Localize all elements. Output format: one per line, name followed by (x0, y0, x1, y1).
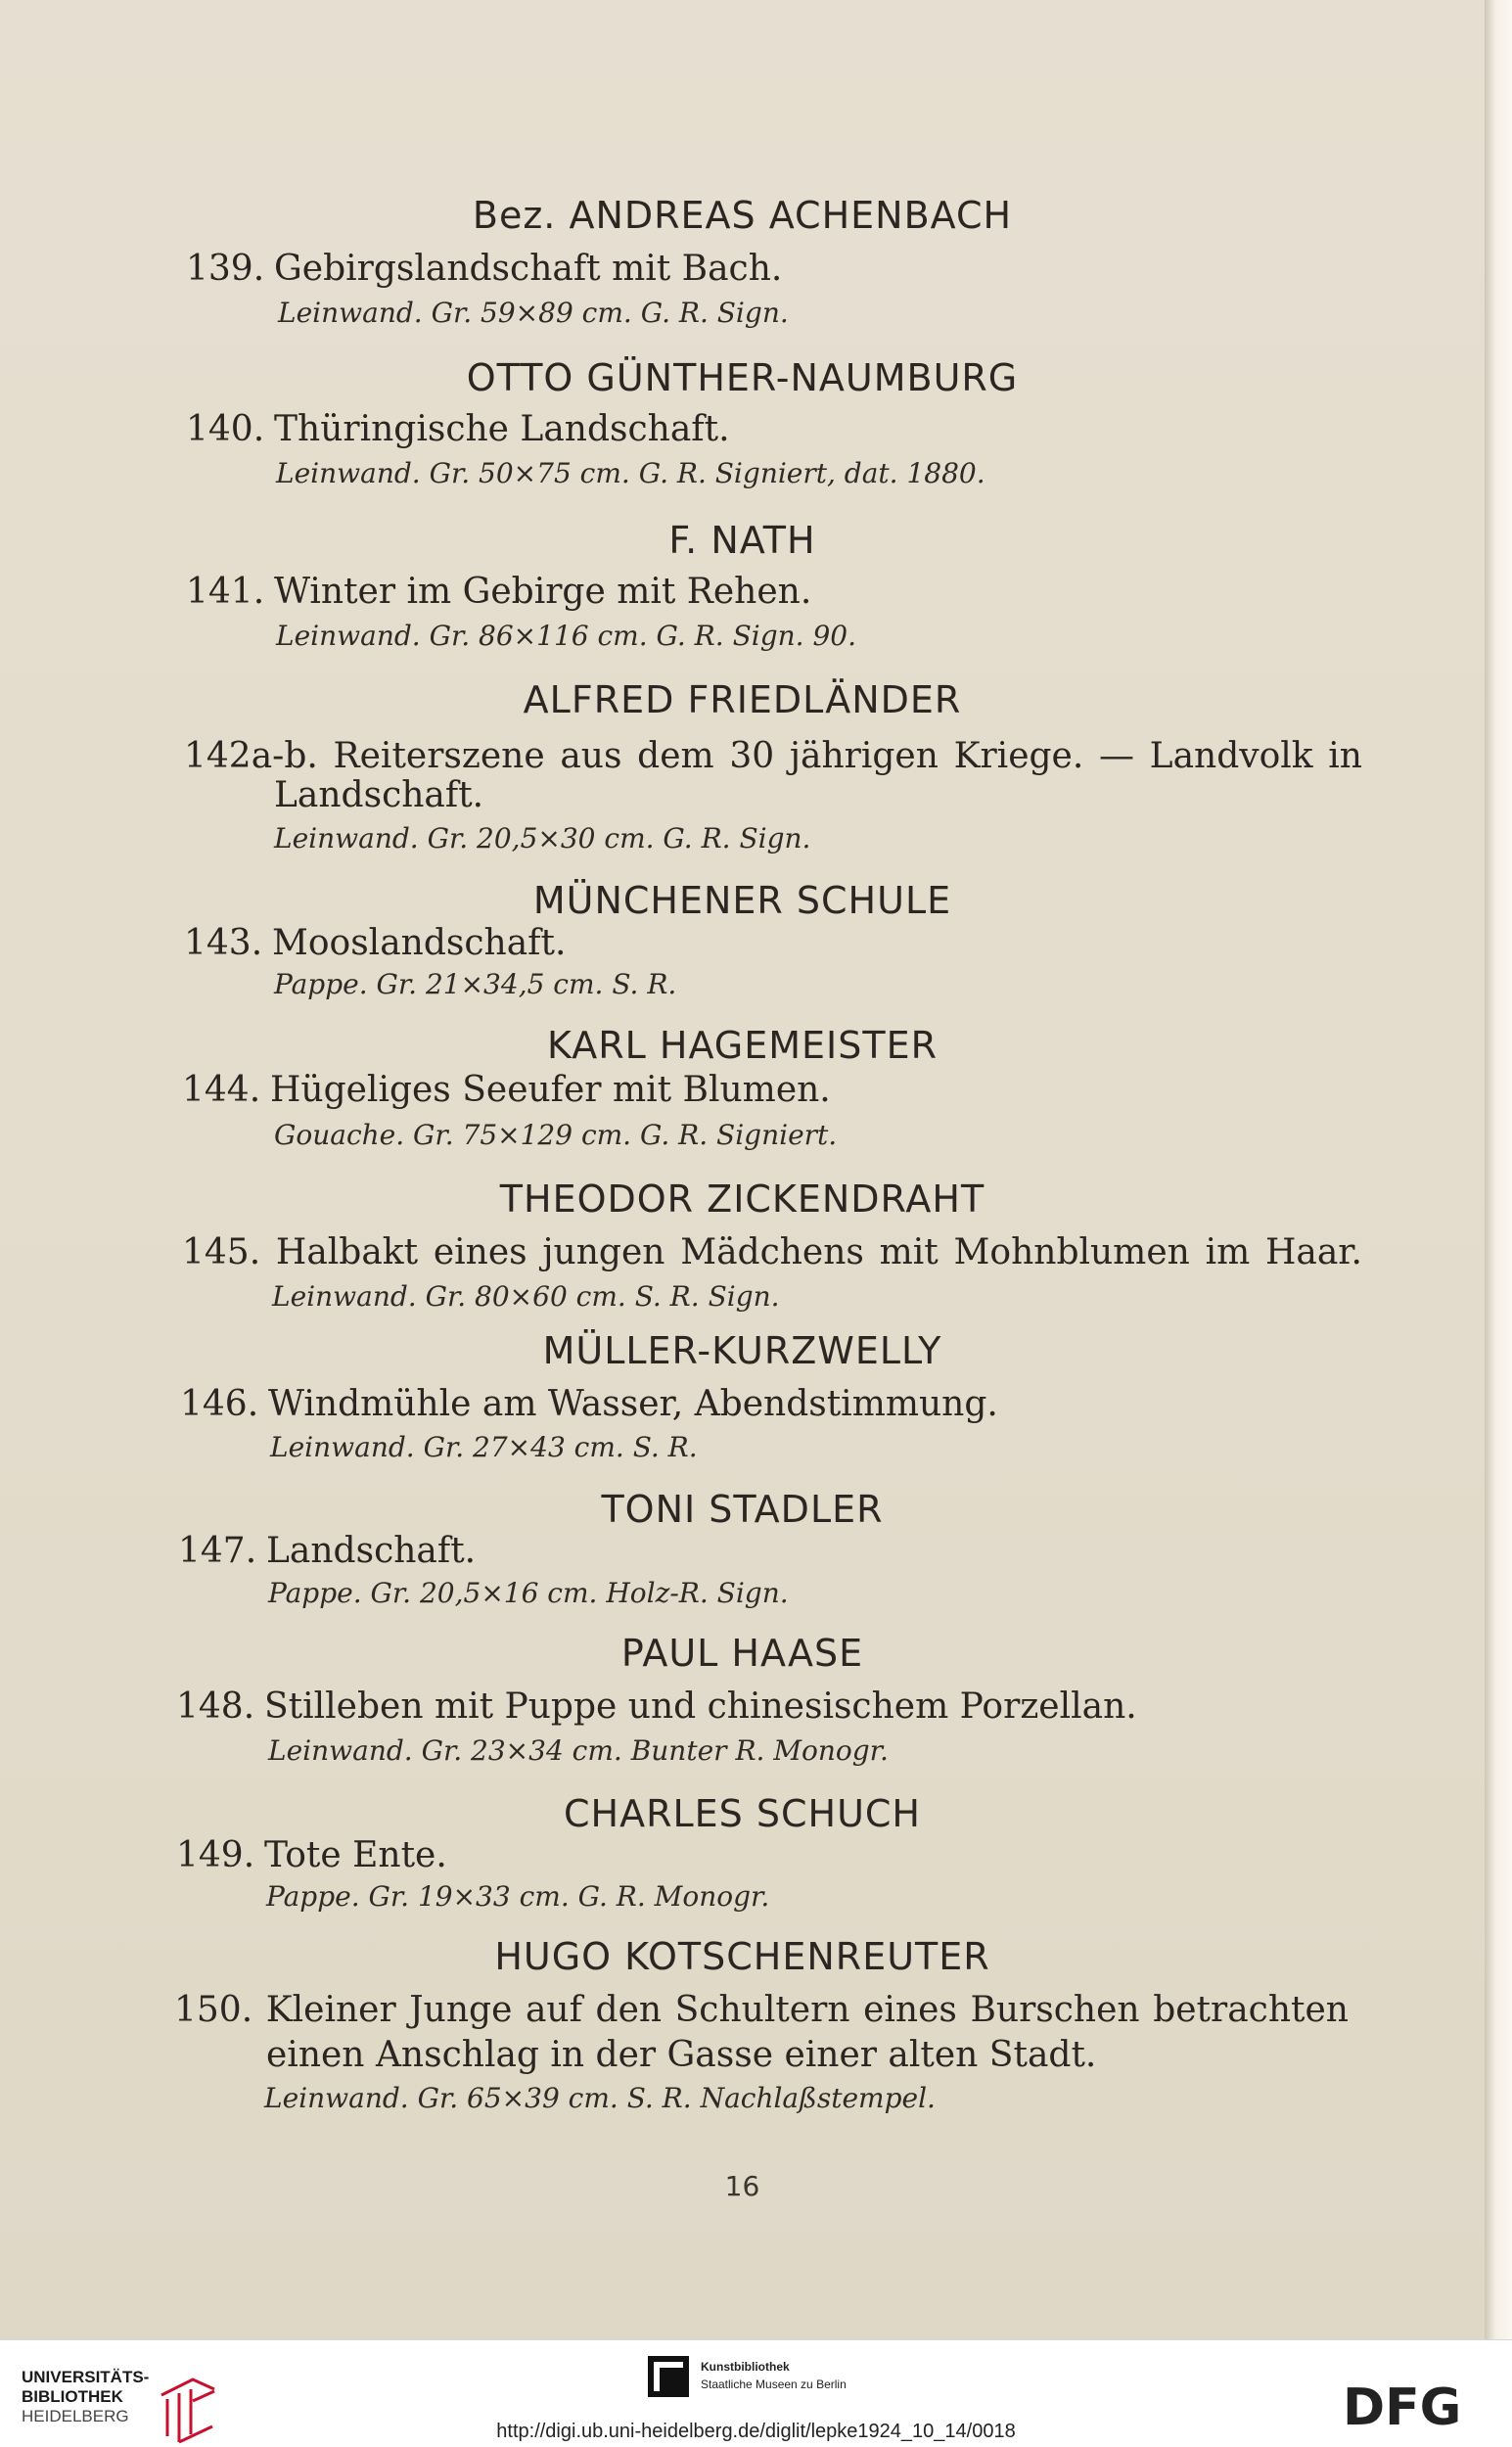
entry-detail: Pappe. Gr. 20,5×16 cm. Holz-R. Sign. (268, 1577, 789, 1609)
entry-number: 140. (186, 409, 265, 449)
entry-detail: Leinwand. Gr. 80×60 cm. S. R. Sign. (272, 1280, 780, 1313)
entry-title-text: Thüringische Landschaft. (274, 409, 730, 449)
entry-title (186, 249, 782, 289)
kunstbibliothek-emblem-icon (646, 2354, 691, 2399)
entry-detail: Pappe. Gr. 19×33 cm. G. R. Monogr. (266, 1880, 770, 1913)
dfg-text: DFG (1343, 2381, 1462, 2430)
artist-heading: KARL HAGEMEISTER (546, 1024, 938, 1067)
entry-title (184, 736, 1362, 776)
entry-title (184, 923, 566, 963)
artist-heading: OTTO GÜNTHER-NAUMBURG (466, 356, 1019, 399)
entry-number: 143. (184, 923, 263, 963)
entry-detail: Leinwand. Gr. 27×43 cm. S. R. (270, 1431, 698, 1463)
entry-title (182, 1070, 831, 1110)
entry-detail: Leinwand. Gr. 23×34 cm. Bunter R. Monogr. (268, 1734, 889, 1767)
entry-number: 145. (182, 1232, 261, 1272)
entry-title-text: Reiterszene aus dem 30 jährigen Kriege. — Landvolk in (333, 736, 1362, 776)
permalink-url[interactable]: http://digi.ub.uni-heidelberg.de/diglit/lepke1924_10_14/0018 (496, 2421, 1016, 2442)
artist-heading: PAUL HAASE (620, 1632, 864, 1675)
artist-heading: F. NATH (668, 519, 816, 562)
entry-title-text: Halbakt eines jungen Mädchens mit Mohnblumen im Haar. (275, 1232, 1362, 1272)
entry-title (176, 1835, 447, 1875)
entry-number: 149. (176, 1835, 255, 1875)
ub-heidelberg-text (22, 2368, 149, 2426)
entry-detail: Leinwand. Gr. 86×116 cm. G. R. Sign. 90. (276, 620, 856, 652)
entry-title (182, 1232, 1362, 1272)
entry-title-text: Stilleben mit Puppe und chinesischem Porzellan. (264, 1686, 1137, 1727)
artist-heading: HUGO KOTSCHENREUTER (494, 1935, 990, 1978)
kb-line-2: Staatliche Museen zu Berlin (701, 2378, 847, 2391)
entry-title-text: Mooslandschaft. (272, 923, 567, 963)
entry-title-continuation: einen Anschlag in der Gasse einer alten Stadt. (266, 2035, 1097, 2075)
entry-number: 142a-b. (184, 736, 318, 776)
artist-heading: Bez. ANDREAS ACHENBACH (472, 194, 1013, 237)
page-edge (1485, 0, 1512, 2339)
viewer-footer (0, 2339, 1512, 2447)
entry-number: 147. (178, 1531, 257, 1571)
entry-number: 141. (186, 572, 265, 612)
entry-number: 144. (182, 1070, 261, 1110)
ub-line-1: UNIVERSITÄTS- (22, 2368, 150, 2386)
entry-title-text: Windmühle am Wasser, Abendstimmung. (268, 1384, 998, 1424)
entry-title-text: Winter im Gebirge mit Rehen. (274, 572, 812, 612)
entry-number: 148. (176, 1686, 255, 1727)
entry-detail: Gouache. Gr. 75×129 cm. G. R. Signiert. (274, 1119, 838, 1151)
entry-title (180, 1384, 998, 1424)
artist-heading: MÜNCHENER SCHULE (532, 879, 952, 922)
entry-title (178, 1531, 476, 1571)
page-number: 16 (724, 2170, 760, 2202)
artist-heading: THEODOR ZICKENDRAHT (499, 1177, 985, 1221)
entry-number: 150. (174, 1990, 253, 2030)
kunstbibliothek-text (701, 2358, 847, 2393)
kunstbibliothek-logo[interactable] (646, 2354, 847, 2404)
entry-title-text: Hügeliges Seeufer mit Blumen. (270, 1070, 831, 1110)
kb-line-1: Kunstbibliothek (701, 2360, 790, 2374)
entry-detail: Leinwand. Gr. 20,5×30 cm. G. R. Sign. (274, 822, 811, 854)
artist-heading: TONI STADLER (601, 1488, 884, 1531)
entry-title-text: Gebirgslandschaft mit Bach. (274, 249, 783, 289)
entry-detail: Leinwand. Gr. 59×89 cm. G. R. Sign. (278, 297, 789, 329)
entry-detail: Leinwand. Gr. 65×39 cm. S. R. Nachlaßstempel. (264, 2082, 936, 2114)
entry-title-text: Kleiner Junge auf den Schultern eines Burschen betrachten (265, 1990, 1349, 2030)
entry-title (186, 409, 730, 449)
artist-heading: ALFRED FRIEDLÄNDER (523, 678, 962, 721)
entry-detail: Pappe. Gr. 21×34,5 cm. S. R. (274, 968, 677, 1000)
entry-detail: Leinwand. Gr. 50×75 cm. G. R. Signiert, dat. 1880. (276, 457, 985, 489)
entry-number: 139. (186, 249, 265, 289)
artist-heading: CHARLES SCHUCH (563, 1792, 922, 1835)
ub-line-3: HEIDELBERG (22, 2407, 129, 2425)
entry-title (176, 1686, 1137, 1727)
artist-heading: MÜLLER-KURZWELLY (542, 1329, 942, 1372)
entry-title-text: Tote Ente. (264, 1835, 447, 1875)
entry-title-continuation: Landschaft. (274, 775, 484, 815)
entry-title (174, 1990, 1349, 2030)
ub-line-2: BIBLIOTHEK (22, 2387, 123, 2406)
entry-title (186, 572, 811, 612)
entry-title-text: Landschaft. (266, 1531, 477, 1571)
entry-number: 146. (180, 1384, 259, 1424)
